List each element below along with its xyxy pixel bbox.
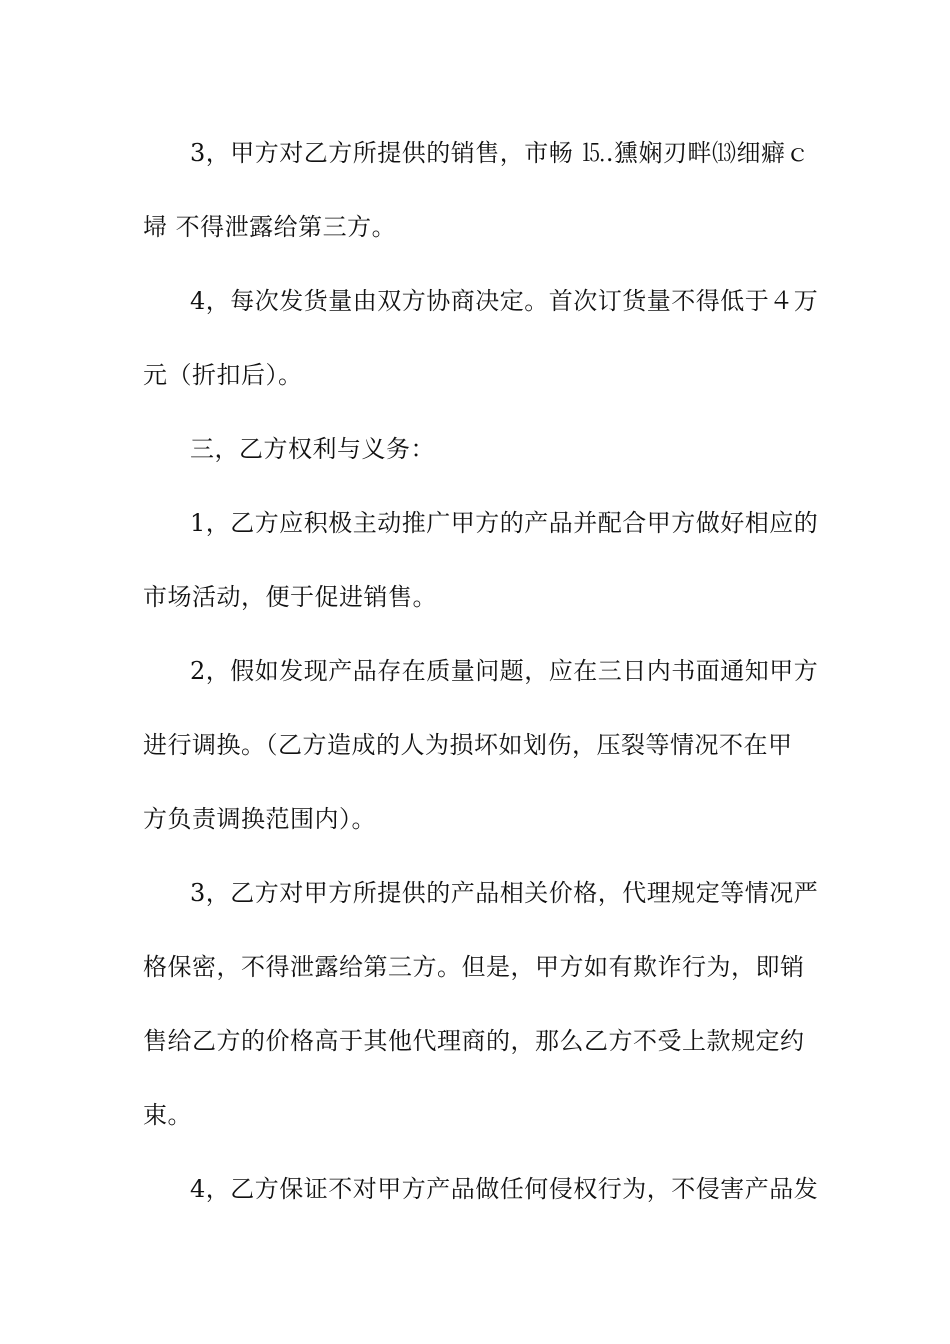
text-line — [0, 1169, 950, 1209]
paragraph-text: 市场活动，便于促进销售。 — [143, 583, 437, 611]
text-line — [0, 503, 950, 543]
paragraph-text: 格保密，不得泄露给第三方。但是，甲方如有欺诈行为，即销 — [143, 953, 805, 981]
paragraph-text: 4，乙方保证不对甲方产品做任何侵权行为，不侵害产品发 — [190, 1175, 819, 1203]
text-line — [0, 1021, 950, 1061]
text-line — [0, 281, 950, 321]
text-line — [0, 207, 950, 247]
paragraph-text: 埽 不得泄露给第三方。 — [143, 213, 397, 241]
heading-text: 三，乙方权利与义务： — [190, 435, 435, 463]
paragraph-text: 元（折扣后）。 — [143, 361, 303, 389]
paragraph-text: 1，乙方应积极主动推广甲方的产品并配合甲方做好相应的 — [190, 509, 819, 537]
paragraph-text: 4，每次发货量由双方协商决定。首次订货量不得低于４万 — [190, 287, 819, 315]
paragraph-text: 束。 — [143, 1101, 192, 1129]
paragraph-text: 3，乙方对甲方所提供的产品相关价格，代理规定等情况严 — [190, 879, 819, 907]
paragraph-text: 方负责调换范围内）。 — [143, 805, 376, 833]
text-line — [0, 873, 950, 913]
paragraph-text: 进行调换。（乙方造成的人为损坏如划伤，压裂等情况不在甲 — [143, 731, 793, 759]
text-line — [0, 651, 950, 691]
text-line — [0, 355, 950, 395]
text-line — [0, 577, 950, 617]
text-line — [0, 133, 950, 173]
text-line — [0, 799, 950, 839]
text-line — [0, 725, 950, 765]
text-line — [0, 947, 950, 987]
paragraph-text: 2，假如发现产品存在质量问题，应在三日内书面通知甲方 — [190, 657, 819, 685]
section-heading — [0, 429, 950, 469]
text-line — [0, 1095, 950, 1135]
paragraph-text: 3，甲方对乙方所提供的销售，市畅 ⒖.獯娴刃畔⒀细癖ｃ — [190, 139, 811, 167]
paragraph-text: 售给乙方的价格高于其他代理商的，那么乙方不受上款规定约 — [143, 1027, 805, 1055]
